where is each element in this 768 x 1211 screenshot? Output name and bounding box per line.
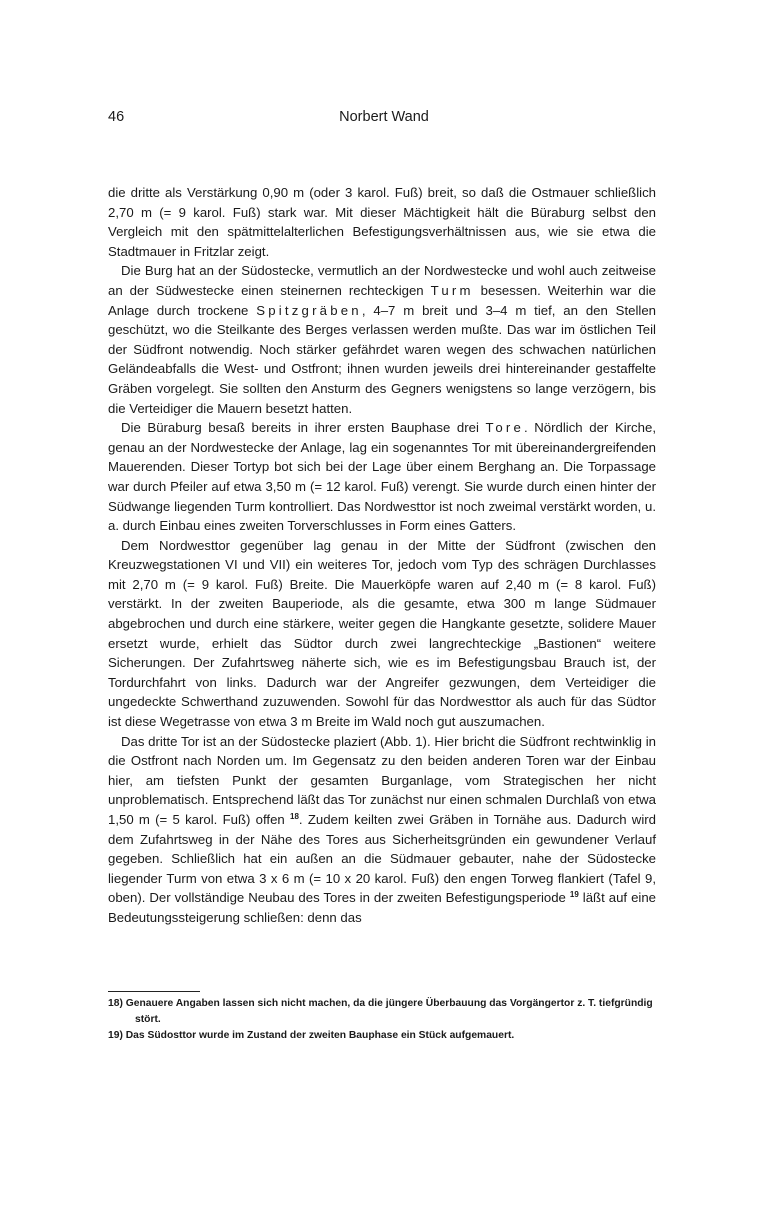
paragraph-text: Das dritte Tor ist an der Südostecke plaziert (Abb. 1). Hier bricht die Südfront rechtwinklig in die Ostfront nach Norden um. Im Gegensatz zu den beiden anderen Toren war der Einbau hier, am tiefsten Punkt der gesamten Burganlage, vom Strategischen her nicht unproblematisch. Entsprechend läßt das Tor zunächst nur einen schmalen Durchlaß von etwa 1,50 m (= 5 karol. Fuß) offen: [108, 733, 656, 827]
paragraph: [108, 536, 656, 732]
paragraph-text: , 4–7 m breit und 3–4 m tief, an den Stellen geschützt, wo die Steilkante des Berges verlassen werden mußte. Das war im östlichen Teil der Südfront notwendig. Noch stärker gefährdet waren wegen des schwachen natürlichen Geländeabfalls die West- und Ostfront; ihnen wurden jeweils drei hintereinander gestaffelte Gräben vorgelegt. Sie sollten den Ansturm des Gegners wenigstens so lange verzögern, bis die Verteidiger die Mauern besetzt hatten.: [108, 302, 657, 416]
paragraph-text: . Zudem keilten zwei Gräben in Tornähe aus. Dadurch wird dem Zufahrtsweg in der Nähe des Tores aus Sicherheitsgründen ein gewundener Verlauf gegeben. Schließlich hat ein außen an die Südmauer gebauter, nahe der Südostecke liegender Turm von etwa 3 x 6 m (= 10 x 20 karol. Fuß) den engen Torweg flankiert (Tafel 9, oben). Der vollständige Neubau des Tores in der zweiten Befestigungsperiode: [108, 812, 656, 906]
paragraph: [108, 418, 656, 536]
paragraph-text: läßt auf eine Bedeutungssteigerung schließen: denn das: [108, 890, 656, 925]
page-number: 46: [108, 109, 125, 125]
footnote: 19) Das Südosttor wurde im Zustand der zweiten Bauphase ein Stück aufgemauert.: [108, 1030, 515, 1041]
body-text: [108, 183, 656, 928]
running-head-author: Norbert Wand: [339, 109, 429, 125]
footnotes: [108, 996, 656, 1045]
paragraph-text: . Nördlich der Kirche, genau an der Nordwestecke der Anlage, lag ein sogenanntes Tor mit übereinandergreifenden Mauerenden. Dieser Tortyp bot sich bei der Lage über einem Berghang an. Die Torpassage war durch Pfeiler auf etwa 3,50 m (= 12 karol. Fuß) verengt. Sie wurde durch einen hinter der Südwange liegenden Turm kontrolliert. Das Nordwesttor ist noch zweimal verstärkt worden, u. a. durch Einbau eines zweiten Torverschlusses in Form eines Gatters.: [108, 420, 656, 534]
paragraph-text: Dem Nordwesttor gegenüber lag genau in der Mitte der Südfront (zwischen den Kreuzwegstationen VI und VII) ein weiteres Tor, jedoch vom Typ des schrägen Durchlasses mit 2,70 m (= 9 karol. Fuß) Breite. Die Mauerköpfe waren auf 2,40 m (= 8 karol. Fuß) verstärkt. In der zweiten Bauperiode, als die gesamte, etwa 300 m lange Südmauer abgebrochen und durch eine stärkere, weiter gegen die Hangkante gesetzte, solidere Mauer ersetzt wurde, erhielt das Südtor durch zwei langrechteckige „Bastionen“ weitere Sicherungen. Der Zufahrtsweg näherte sich, wie es im Befestigungsbau Brauch ist, der Tordurchfahrt von links. Dadurch war der Angreifer gezwungen, dem Verteidiger die ungedeckte Schwerthand zuzuwenden. Sowohl für das Nordwesttor als auch für das Südtor ist diese Wegetrasse von etwa 3 m Breite im Wald noch gut auszumachen.: [108, 537, 656, 730]
paragraph: [108, 183, 656, 261]
emphasized-term: Spitzgräben: [256, 302, 362, 318]
paragraph: [108, 732, 656, 928]
footnote-divider: [108, 991, 200, 992]
footnote: 18) Genauere Angaben lassen sich nicht machen, da die jüngere Überbauung das Vorgängertor z. T. tiefgründig stört.: [108, 998, 653, 1025]
page-header: [108, 109, 660, 129]
paragraph-text: besessen. Weiterhin war die Anlage durch trockene: [108, 282, 656, 318]
paragraph-text: Die Büraburg besaß bereits in ihrer ersten Bauphase drei: [121, 420, 486, 436]
footnote-marker: 18: [290, 812, 299, 821]
emphasized-term: Turm: [430, 282, 474, 298]
paragraph: [108, 261, 656, 418]
paragraph-text: Die Burg hat an der Südostecke, vermutlich an der Nordwestecke und wohl auch zeitweise an der Südwestecke einen steinernen rechteckigen: [108, 263, 656, 298]
emphasized-term: Tore: [485, 420, 524, 436]
paragraph-text: die dritte als Verstärkung 0,90 m (oder 3 karol. Fuß) breit, so daß die Ostmauer schließlich 2,70 m (= 9 karol. Fuß) stark war. Mit dieser Mächtigkeit hält die Büraburg selbst den Vergleich mit den spätmittelalterlichen Befestigungsverhältnissen aus, wie sie etwa die Stadtmauer in Fritzlar zeigt.: [108, 185, 656, 259]
footnote-marker: 19: [569, 890, 579, 900]
